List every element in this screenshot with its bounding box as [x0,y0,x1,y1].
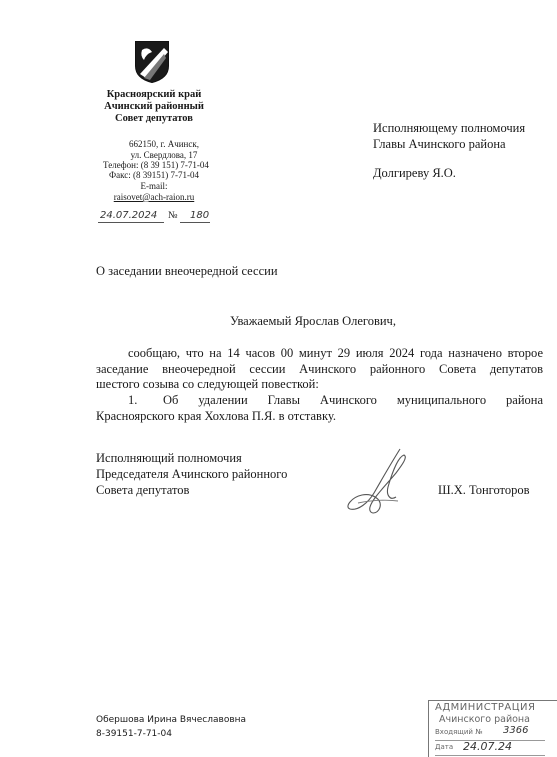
agenda-item-line: Красноярского края Хохлова П.Я. в отставку. [96,409,336,423]
address-line: 662150, г. Ачинск, [129,139,199,149]
phone-line: Телефон: (8 39 151) 7-71-04 [103,160,209,170]
number-underline [180,222,210,223]
executor-phone: 8-39151-7-71-04 [96,729,172,739]
subject-line: О заседании внеочередной сессии [96,264,278,278]
email-link[interactable]: raisovet@ach-raion.ru [113,192,195,202]
outgoing-number: 180 [190,210,210,221]
signer-position-line: Исполняющий полномочия [96,451,242,465]
stamp-date: 24.07.24 [463,740,512,753]
fax-line: Факс: (8 39151) 7-71-04 [109,170,199,180]
outgoing-reg-line [98,210,222,224]
stamp-subtitle: Ачинского района [439,714,530,725]
signer-position-line: Совета депутатов [96,483,190,497]
registration-stamp [428,700,557,757]
addressee-name: Долгиреву Я.О. [373,166,456,180]
outgoing-date: 24.07.2024 [100,210,158,221]
stamp-title: АДМИНИСТРАЦИЯ [435,702,536,713]
salutation: Уважаемый Ярослав Олегович, [230,314,396,328]
handwritten-signature [338,445,428,520]
body-paragraph-line: заседание внеочередной сессии Ачинского районного Совета депутатов [96,362,543,376]
body-paragraph-line: шестого созыва со следующей повесткой: [96,377,319,391]
email-label: E-mail: [140,181,168,191]
stamp-reg-number: 3366 [503,725,529,736]
agenda-item-number: 1. [128,393,138,407]
address-line: ул. Свердлова, 17 [130,150,198,160]
org-name-line: Красноярский край [106,89,202,100]
stamp-date-line: Дата 24.07.24 [435,743,545,756]
org-name-line: Совет депутатов [115,113,193,124]
body-paragraph-line: сообщаю, что на 14 часов 00 минут 29 июля 2024 года назначено второе [128,346,543,360]
coat-of-arms-logo [134,40,170,84]
signer-name: Ш.Х. Тонготоров [438,483,530,497]
signer-position-line: Председателя Ачинского районного [96,467,288,481]
stamp-number-line: Входящий № 3366 [435,728,545,741]
org-name-line: Ачинский районный [104,101,204,112]
agenda-item-line: Об удалении Главы Ачинского муниципального района [163,393,543,407]
addressee-line: Исполняющему полномочия [373,121,526,135]
addressee-line: Главы Ачинского района [373,137,506,151]
executor-name: Обершова Ирина Вячеславовна [96,715,247,725]
number-sign: № [168,210,178,221]
date-underline [98,222,164,223]
